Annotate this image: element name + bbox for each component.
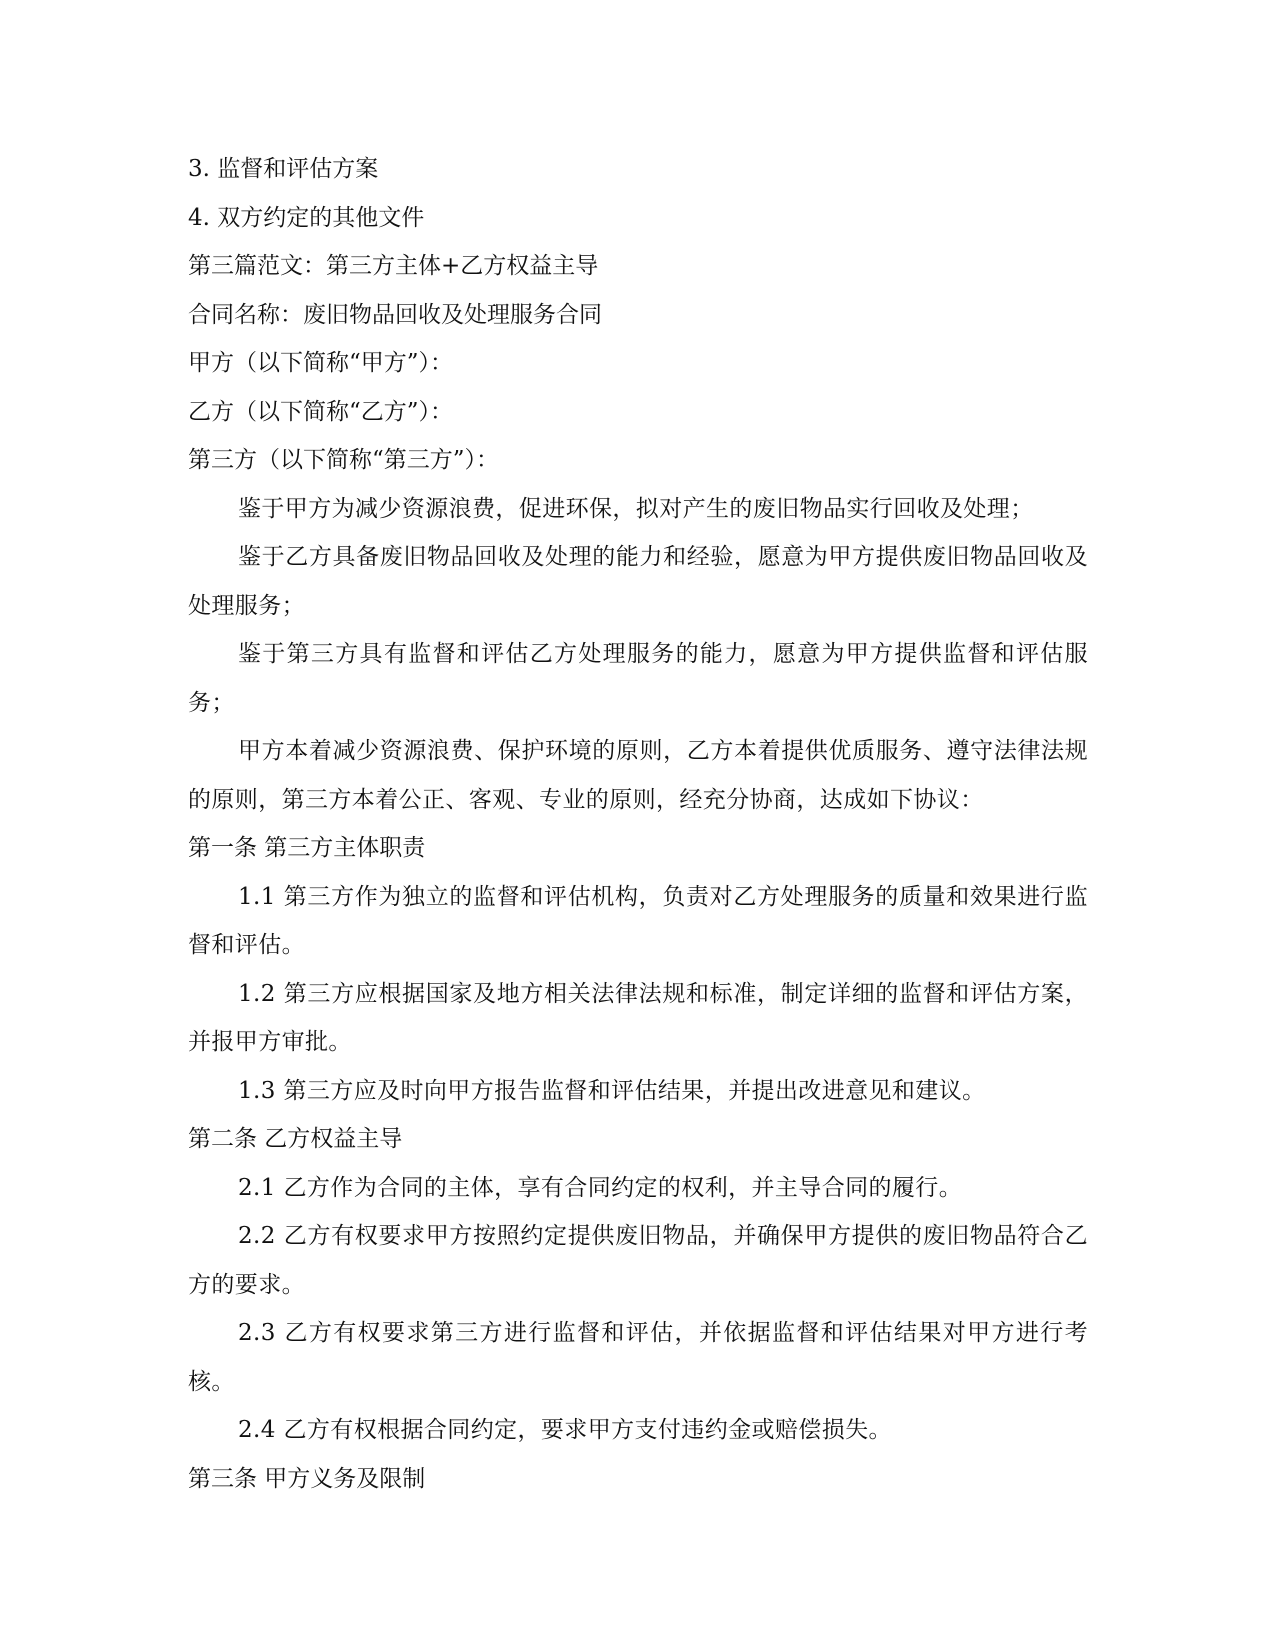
- list-item: 4. 双方约定的其他文件: [188, 204, 425, 231]
- article-heading: 第三条 甲方义务及限制: [188, 1465, 426, 1492]
- clause-paragraph: 2.3 乙方有权要求第三方进行监督和评估，并依据监督和评估结果对甲方进行考核。: [188, 1320, 1088, 1395]
- document-body: [188, 145, 1088, 1503]
- clause-paragraph: 2.4 乙方有权根据合同约定，要求甲方支付违约金或赔偿损失。: [238, 1417, 892, 1443]
- clause-paragraph: 1.3 第三方应及时向甲方报告监督和评估结果，并提出改进意见和建议。: [238, 1077, 986, 1104]
- recital-paragraph: 鉴于第三方具有监督和评估乙方处理服务的能力，愿意为甲方提供监督和评估服务；: [188, 641, 1088, 716]
- section-heading: 第三篇范文：第三方主体+乙方权益主导: [188, 253, 599, 279]
- recital-paragraph: 鉴于甲方为减少资源浪费，促进环保，拟对产生的废旧物品实行回收及处理；: [238, 495, 1034, 522]
- recital-paragraph: 甲方本着减少资源浪费、保护环境的原则，乙方本着提供优质服务、遵守法律法规的原则，第三方本着公正、客观、专业的原则，经充分协商，达成如下协议：: [188, 738, 1088, 813]
- recital-paragraph: 鉴于乙方具备废旧物品回收及处理的能力和经验，愿意为甲方提供废旧物品回收及处理服务；: [188, 544, 1088, 619]
- clause-paragraph: 2.1 乙方作为合同的主体，享有合同约定的权利，并主导合同的履行。: [238, 1174, 963, 1201]
- clause-paragraph: 1.2 第三方应根据国家及地方相关法律法规和标准，制定详细的监督和评估方案，并报甲方审批。: [188, 980, 1088, 1055]
- party-a-line: 甲方（以下简称“甲方”）：: [188, 350, 454, 376]
- third-party-line: 第三方（以下简称“第三方”）：: [188, 447, 500, 473]
- list-item: 3. 监督和评估方案: [188, 156, 379, 182]
- article-heading: 第二条 乙方权益主导: [188, 1126, 403, 1152]
- contract-name: 合同名称：废旧物品回收及处理服务合同: [188, 301, 602, 328]
- party-b-line: 乙方（以下简称“乙方”）：: [188, 398, 454, 425]
- article-heading: 第一条 第三方主体职责: [188, 835, 426, 861]
- clause-paragraph: 2.2 乙方有权要求甲方按照约定提供废旧物品，并确保甲方提供的废旧物品符合乙方的要求。: [188, 1223, 1088, 1298]
- clause-paragraph: 1.1 第三方作为独立的监督和评估机构，负责对乙方处理服务的质量和效果进行监督和评估。: [188, 883, 1088, 958]
